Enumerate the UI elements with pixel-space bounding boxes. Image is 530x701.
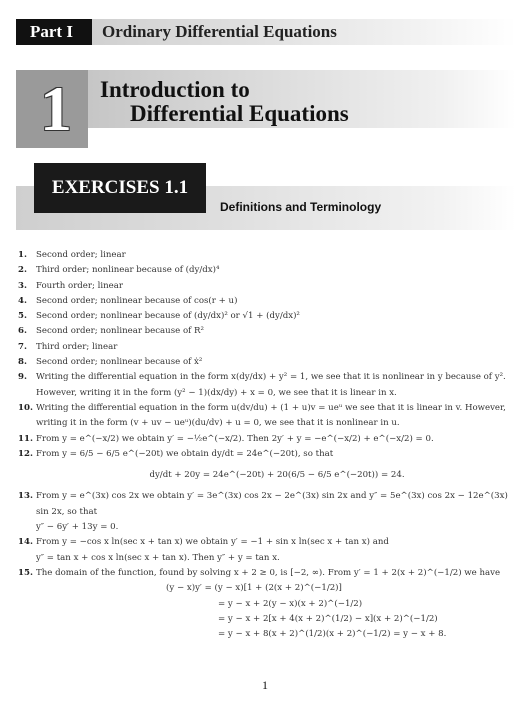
exercise-item	[18, 447, 518, 484]
exercise-number: 9.	[18, 372, 27, 383]
equation-line: = y − x + 2[x + 4(x + 2)^(1/2) − x](x + 2)^(−1/2)	[218, 613, 438, 624]
chapter-number: 1	[40, 73, 72, 144]
equation-line: (y − x)y′ = (y − x)[1 + (2(x + 2)^(−1/2)]	[166, 583, 342, 594]
exercise-number: 3.	[18, 280, 27, 291]
part-label: Part I	[16, 19, 92, 45]
exercise-text: y″ = tan x + cos x ln(sec x + tan x). Then y″ + y = tan x.	[36, 552, 280, 563]
exercise-item	[18, 355, 518, 370]
exercise-item	[18, 370, 518, 401]
exercise-text: The domain of the function, found by solving x + 2 ≥ 0, is [−2, ∞). From y′ = 1 + 2(x + 2)^(−1/2) we have	[36, 567, 501, 578]
exercise-text: Fourth order; linear	[36, 280, 123, 291]
part-title: Ordinary Differential Equations	[102, 22, 337, 41]
exercise-number: 5.	[18, 311, 27, 322]
exercise-item	[18, 401, 518, 432]
exercise-text: From y = e^(3x) cos 2x we obtain y′ = 3e^(3x) cos 2x − 2e^(3x) sin 2x and y″ = 5e^(3x) cos 2x − 12e^(3x) sin 2x, so that	[36, 491, 508, 517]
exercise-text: writing it in the form (v + uv − ueᵘ)(du/dv) + u = 0, we see that it is nonlinear in u.	[36, 418, 400, 429]
exercise-item	[18, 432, 518, 447]
exercise-number: 7.	[18, 341, 27, 352]
exercise-text: From y = e^(−x/2) we obtain y′ = −½e^(−x/2). Then 2y′ + y = −e^(−x/2) + e^(−x/2) = 0.	[36, 433, 434, 444]
exercise-number: 10.	[18, 402, 33, 413]
exercise-item	[18, 340, 518, 355]
exercise-text: Writing the differential equation in the form x(dy/dx) + y² = 1, we see that it is nonlinear in y because of y².	[36, 372, 506, 383]
exercise-item	[18, 263, 518, 278]
equation-line: = y − x + 2(y − x)(x + 2)^(−1/2)	[218, 598, 363, 609]
chapter-title-line1: Introduction to	[100, 77, 250, 102]
exercise-number: 11.	[18, 433, 33, 444]
exercise-item	[18, 566, 518, 642]
chapter-title	[100, 78, 349, 126]
exercise-number: 4.	[18, 295, 27, 306]
exercise-text: Third order; linear	[36, 341, 118, 352]
exercise-text: Second order; linear	[36, 250, 126, 260]
exercise-item	[18, 324, 518, 339]
section-subtitle: Definitions and Terminology	[220, 200, 382, 214]
exercise-text: However, writing it in the form (y² − 1)(dx/dy) + x = 0, we see that it is linear in x.	[36, 387, 397, 398]
equation-line: = y − x + 8(x + 2)^(1/2)(x + 2)^(−1/2) = y − x + 8.	[218, 629, 447, 640]
chapter-title-line2: Differential Equations	[130, 101, 349, 126]
exercise-text: Second order; nonlinear because of R²	[36, 326, 204, 337]
exercise-number: 8.	[18, 357, 27, 368]
section-label: EXERCISES 1.1	[34, 163, 206, 213]
exercise-item	[18, 535, 518, 566]
exercise-item	[18, 294, 518, 309]
exercise-number: 6.	[18, 326, 27, 337]
display-equation: dy/dt + 20y = 24e^(−20t) + 20(6/5 − 6/5 e^(−20t)) = 24.	[149, 470, 405, 481]
exercise-text: From y = 6/5 − 6/5 e^(−20t) we obtain dy/dt = 24e^(−20t), so that	[36, 448, 334, 459]
exercise-text: Writing the differential equation in the form u(dv/du) + (1 + u)v = ueᵘ we see that it is linear in v. However,	[36, 402, 506, 413]
exercise-text: y″ − 6y′ + 13y = 0.	[36, 522, 119, 533]
exercise-text: Third order; nonlinear because of (dy/dx)⁴	[36, 265, 220, 276]
exercise-number: 2.	[18, 265, 27, 276]
exercise-text: Second order; nonlinear because of cos(r + u)	[36, 295, 238, 306]
exercise-list	[18, 248, 518, 642]
exercise-number: 13.	[18, 491, 33, 502]
exercise-item	[18, 489, 518, 535]
exercise-text: From y = −cos x ln(sec x + tan x) we obtain y′ = −1 + sin x ln(sec x + tan x) and	[36, 537, 389, 548]
page-number: 1	[262, 678, 268, 692]
exercise-text: Second order; nonlinear because of (dy/dx)² or √1 + (dy/dx)²	[36, 311, 300, 322]
exercise-item	[18, 248, 518, 263]
exercise-item	[18, 279, 518, 294]
exercise-number: 15.	[18, 567, 33, 578]
exercise-number: 12.	[18, 448, 33, 459]
exercise-text: Second order; nonlinear because of ẋ²	[36, 357, 203, 368]
exercise-number: 14.	[18, 537, 33, 548]
exercise-number: 1.	[18, 250, 27, 260]
exercise-item	[18, 309, 518, 324]
